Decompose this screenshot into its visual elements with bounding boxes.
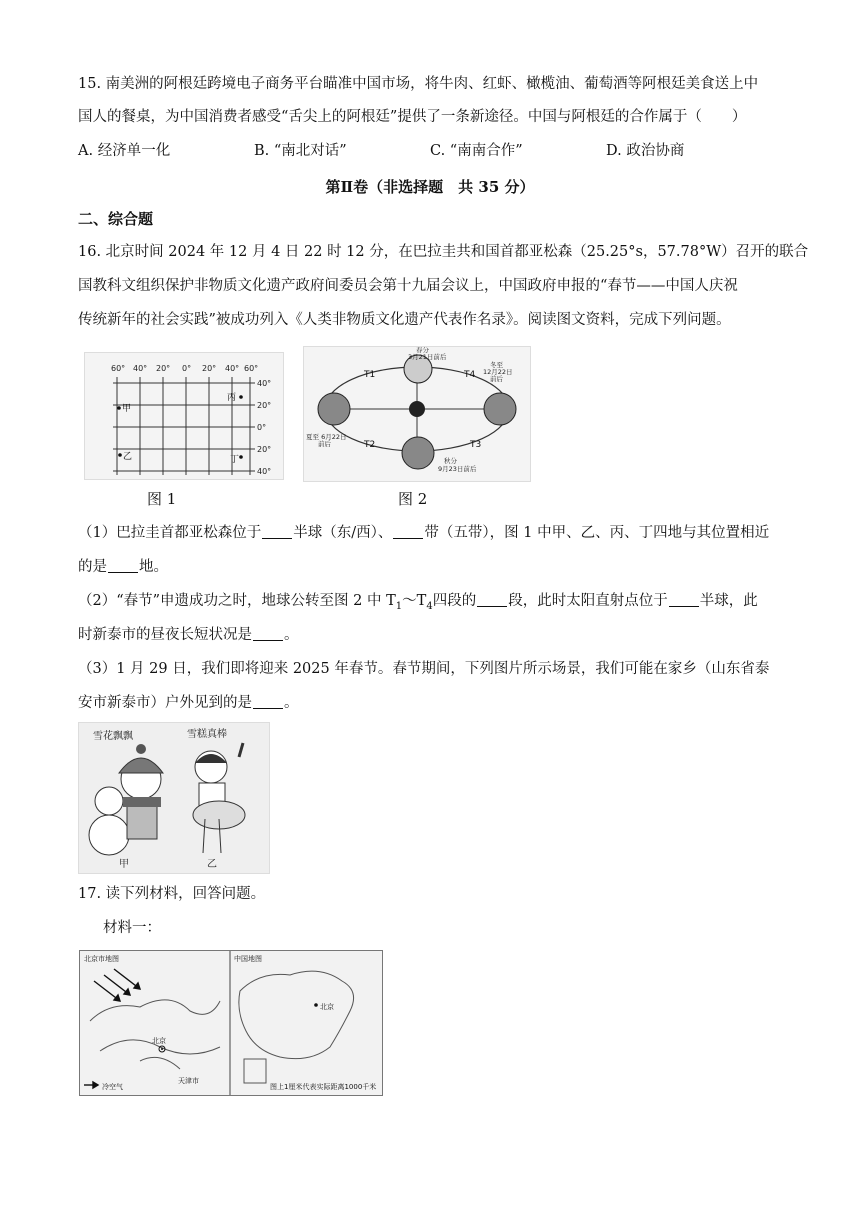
- fig2-label-autumn-date: 9月23日前后: [438, 465, 477, 473]
- q16-sub2-line1: [78, 591, 758, 617]
- fig1-top-label: 0°: [182, 364, 192, 373]
- scene-svg: [79, 723, 269, 873]
- fig2-segment-t4: T4: [464, 370, 476, 380]
- fig1-right-label: 40°: [257, 379, 272, 388]
- q16-sub2-line2: [78, 625, 299, 645]
- q16-sub2-text-i: 。: [284, 627, 299, 643]
- fig1-right-label: 0°: [257, 423, 267, 432]
- q16-sub1-line1: [78, 523, 769, 543]
- q16-sub3-line2: [78, 693, 299, 713]
- fig1-point-yi: 乙: [123, 452, 133, 462]
- fig1-top-label: 40°: [133, 364, 148, 373]
- fig2-label-spring-date: 3月21日前后: [408, 353, 447, 361]
- q16-line2: 国教科文组织保护非物质文化遗产政府间委员会第十九届会议上，中国政府申报的“春节——中国人庆祝: [78, 278, 738, 294]
- scene-label-snow: 雪花飘飘: [93, 731, 133, 742]
- material-map-svg: [80, 951, 382, 1095]
- scene-label-yi: 乙: [207, 859, 217, 870]
- q16-line3: 传统新年的社会实践”被成功列入《人类非物质文化遗产代表作名录》。阅读图文资料，完成下列问题。: [78, 312, 731, 328]
- answer-blank[interactable]: [477, 592, 507, 607]
- fig1-right-label: 20°: [257, 401, 272, 410]
- q16-sub2-text-c: ～T: [402, 593, 427, 609]
- q16-sub2-subscript: 4: [426, 600, 433, 612]
- figure-2-svg: [304, 347, 530, 481]
- fig1-top-label: 20°: [202, 364, 217, 373]
- q15-option-a: A. 经济单一化: [78, 143, 171, 159]
- fig1-point-ding: 丁: [230, 455, 240, 465]
- fig2-segment-t1: T1: [364, 370, 376, 380]
- q16-line1: 16. 北京时间 2024 年 12 月 4 日 22 时 12 分，在巴拉圭共和国首都亚松森（25.25°s，57.78°W）召开的联合: [78, 244, 809, 260]
- q16-sub2-text-a: （2）“春节”申遗成功之时，地球公转至图 2 中 T: [78, 593, 396, 609]
- q16-sub2-text-h: 时新泰市的昼夜长短状况是: [78, 627, 252, 643]
- q16-sub1-text-e: 地。: [139, 559, 168, 575]
- fig2-label-summer-after: 前后: [318, 440, 331, 448]
- q16-sub3-text-b: 安市新泰市）户外见到的是: [78, 695, 252, 711]
- q15-option-b: B. “南北对话”: [254, 143, 347, 159]
- map-tianjin-label: 天津市: [178, 1077, 199, 1085]
- q16-sub2-text-g: 半球，此: [699, 593, 758, 609]
- fig1-right-label: 20°: [257, 445, 272, 454]
- figure-1-caption: 图 1: [147, 490, 177, 508]
- q16-sub2-subscript: 1: [395, 600, 403, 612]
- q16-sub2-text-f: 段，此时太阳直射点位于: [508, 593, 668, 609]
- answer-blank[interactable]: [393, 524, 423, 539]
- fig2-label-summer: 夏至 6月22日: [306, 433, 347, 441]
- q16-sub1-line2: [78, 557, 168, 577]
- figure-2-caption: 图 2: [398, 490, 428, 508]
- fig2-label-winter-after: 前后: [490, 375, 503, 383]
- q16-sub2-text-e: 四段的: [432, 593, 477, 609]
- scene-label-icecream: 雪糕真棒: [187, 729, 227, 740]
- q16-sub1-text-d: 的是: [78, 559, 107, 575]
- q15-line2-text: 国人的餐桌，为中国消费者感受“舌尖上的阿根廷”提供了一条新途径。中国与阿根廷的合作属于（: [78, 109, 702, 125]
- fig1-top-label: 40°: [225, 364, 240, 373]
- map-beijing-label: 北京: [152, 1037, 166, 1045]
- fig2-label-autumn: 秋分: [444, 457, 457, 465]
- fig2-segment-t3: T3: [470, 440, 482, 450]
- map-right-beijing: 北京: [320, 1003, 334, 1011]
- q15-line1: 15. 南美洲的阿根廷跨境电子商务平台瞄准中国市场，将牛肉、红虾、橄榄油、葡萄酒等阿根廷美食送上中: [78, 76, 759, 92]
- answer-blank[interactable]: [669, 592, 699, 607]
- map-legend-cold-air: 冷空气: [102, 1083, 123, 1091]
- answer-blank[interactable]: [262, 524, 292, 539]
- map-right-title: 中国地图: [234, 955, 262, 963]
- figure-2-orbit: [303, 346, 531, 482]
- figure-1-svg: [85, 353, 283, 479]
- q15-line2: [78, 107, 746, 127]
- answer-blank[interactable]: [253, 694, 283, 709]
- map-scale-note: 图上1厘米代表实际距离1000千米: [270, 1083, 377, 1091]
- fig1-top-label: 60°: [111, 364, 126, 373]
- q16-sub3-line1: （3）1 月 29 日，我们即将迎来 2025 年春节。春节期间，下列图片所示场景，我们可能在家乡（山东省泰: [78, 661, 770, 677]
- fig1-point-bing: 丙: [227, 393, 237, 403]
- fig2-label-spring: 春分: [416, 347, 429, 354]
- scene-label-jia: 甲: [119, 859, 129, 870]
- figure-1-grid: [84, 352, 284, 480]
- material-map: [79, 950, 383, 1096]
- q15-close-paren: ）: [731, 109, 747, 125]
- scene-picture: [78, 722, 270, 874]
- fig1-top-label: 20°: [156, 364, 171, 373]
- answer-blank[interactable]: [108, 558, 138, 573]
- q17-material-label: 材料一：: [103, 920, 161, 936]
- fig1-point-jia: 甲: [122, 404, 132, 414]
- part-heading: 二、综合题: [78, 210, 154, 228]
- q16-sub3-text-c: 。: [284, 695, 299, 711]
- q15-option-c: C. “南南合作”: [430, 143, 523, 159]
- fig2-label-winter-date: 12月22日: [483, 368, 513, 376]
- map-left-title: 北京市地图: [84, 955, 119, 963]
- fig1-right-label: 40°: [257, 467, 272, 476]
- q16-sub1-text-a: （1）巴拉圭首都亚松森位于: [78, 525, 262, 541]
- answer-blank[interactable]: [253, 626, 283, 641]
- q17-line1: 17. 读下列材料，回答问题。: [78, 886, 266, 902]
- fig1-top-label: 60°: [244, 364, 259, 373]
- q15-option-d: D. 政治协商: [606, 143, 685, 159]
- section-title: 第Ⅱ卷（非选择题 共 35 分）: [325, 178, 535, 196]
- fig2-segment-t2: T2: [364, 440, 376, 450]
- q16-sub1-text-c: 带（五带），图 1 中甲、乙、丙、丁四地与其位置相近: [424, 525, 770, 541]
- q16-sub1-text-b: 半球（东/西）、: [293, 525, 393, 541]
- fig2-label-winter: 冬至: [490, 361, 503, 369]
